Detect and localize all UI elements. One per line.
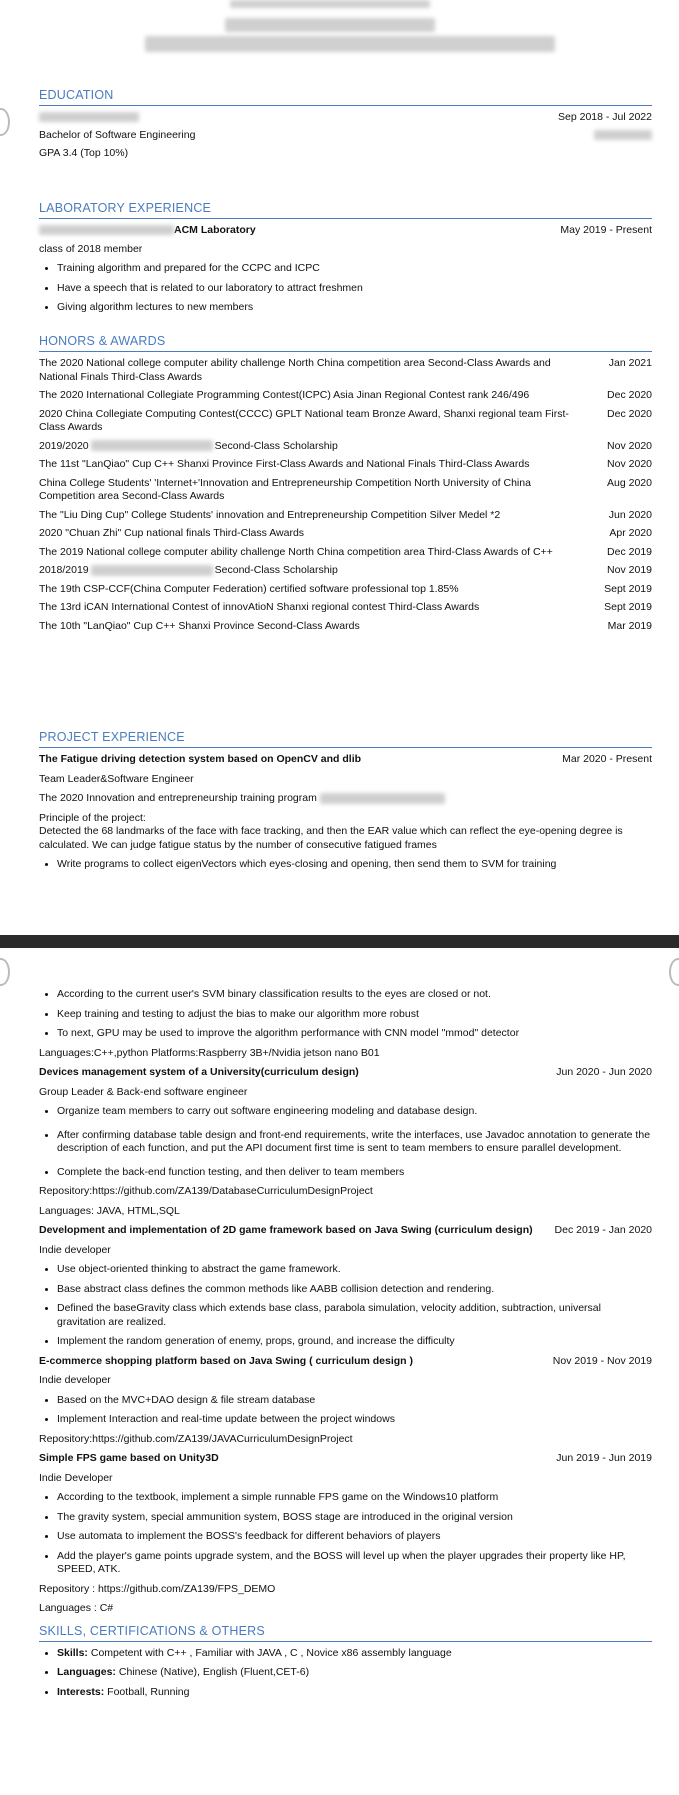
honors-section [39,334,652,638]
project-bullets [39,1491,652,1577]
lab-name: ACM Laboratory [174,224,256,236]
projects-continued [39,988,652,1705]
section-title-education: EDUCATION [39,88,652,106]
project-bullets [39,858,652,872]
section-title-honors: HONORS & AWARDS [39,334,652,352]
binder-clip-left [0,108,10,136]
list-item: • Use automata to implement the BOSS's feedback for different behaviors of players [57,1530,652,1544]
project-dates: Dec 2019 - Jan 2020 [554,1224,652,1236]
university-redacted [39,225,174,235]
list-item: • According to the current user's SVM binary classification results to the eyes are closed or not. [57,988,652,1002]
section-title-lab: LABORATORY EXPERIENCE [39,201,652,219]
honor-row: 2020 China Collegiate Computing Contest(CCCC) GPLT National team Bronze Award, Shanxi regional team First-Class Awards Dec 2020 [39,407,652,433]
principle-text: Detected the 68 landmarks of the face with face tracking, and then the EAR value which can reflect the eye-opening degree is calculated. We can judge fatigue status by the number of consecutive fatigued frames [39,825,623,851]
list-item: • After confirming database table design and front-end requirements, write the interfaces, use Javadoc annotation to generate the description of each function, and put the API document first time is sent to team members to ensure parallel development. [57,1129,652,1156]
project-dates: Mar 2020 - Present [562,753,652,765]
honor-row: 2020 "Chuan Zhi" Cup national finals Third-Class Awards Apr 2020 [39,527,652,539]
lab-subtitle: class of 2018 member [39,242,143,255]
list-item: • Defined the baseGravity class which extends base class, parabola simulation, velocity addition, subtraction, universal gravitation are realized. [57,1302,652,1329]
binder-clip-left [0,958,10,986]
project-name: Development and implementation of 2D game framework based on Java Swing (curriculum design) [39,1224,533,1236]
education-dates: Sep 2018 - Jul 2022 [558,111,652,123]
honor-row: The 2020 International Collegiate Programming Contest(ICPC) Asia Jinan Regional Contest rank 246/496 Dec 2020 [39,389,652,401]
project-bullets [39,1263,652,1349]
project-repo: Repository:https://github.com/ZA139/JAVACurriculumDesignProject [39,1432,353,1445]
project-program: The 2020 Innovation and entrepreneurship training program [39,792,652,806]
project-header [39,1452,652,1466]
school-redacted [39,112,139,122]
binder-clip-right [669,958,679,986]
skill-item: • Languages: Chinese (Native), English (Fluent,CET-6) [57,1666,652,1680]
list-item: • Write programs to collect eigenVectors which eyes-closing and opening, then send them to SVM for training [57,858,652,872]
project-languages: Languages:C++,python Platforms:Raspberry 3B+/Nvidia jetson nano B01 [39,1046,380,1059]
project-header [39,753,652,767]
principle-label: Principle of the project: [39,811,146,824]
project-bullets [39,1105,652,1179]
project-name: E-commerce shopping platform based on Java Swing ( curriculum design ) [39,1354,413,1367]
skill-item: • Skills: Competent with C++ , Familiar with JAVA , C , Novice x86 assembly language [57,1647,652,1661]
list-item: • The gravity system, special ammunition system, BOSS stage are introduced in the original version [57,1511,652,1525]
header-redacted [225,18,435,32]
name-redacted [230,0,430,8]
education-row [39,111,652,125]
list-item: • To next, GPU may be used to improve the algorithm performance with CNN model "mmod" detector [57,1027,652,1041]
contact-redacted [145,36,555,52]
education-section [39,88,652,167]
education-degree: Bachelor of Software Engineering [39,128,196,141]
project-repo: Repository:https://github.com/ZA139/DatabaseCurriculumDesignProject [39,1185,373,1197]
lab-section [39,201,652,321]
skill-item: • Interests: Football, Running [57,1686,652,1700]
list-item: • Add the player's game points upgrade system, and the BOSS will level up when the player upgrades their property like HP, SPEED, ATK. [57,1550,652,1577]
honor-row: The "Liu Ding Cup" College Students' innovation and Entrepreneurship Competition Silver Medel *2 Jun 2020 [39,508,652,521]
honor-row: 2019/2020 Second-Class Scholarship Nov 2020 [39,439,652,452]
list-item: • Keep training and testing to adjust the bias to make our algorithm more robust [57,1008,652,1022]
project-bullets [39,988,652,1041]
location-redacted [594,130,652,140]
program-redacted [320,793,445,804]
project-repo: Repository : https://github.com/ZA139/FPS_DEMO [39,1582,276,1595]
project-dates: Nov 2019 - Nov 2019 [552,1354,652,1367]
list-item: • Have a speech that is related to our laboratory to attract freshmen [57,282,652,296]
project-role: Group Leader & Back-end software engineer [39,1085,248,1098]
section-title-projects: PROJECT EXPERIENCE [39,730,652,748]
project-role: Team Leader&Software Engineer [39,772,194,785]
project-header [39,1355,652,1369]
scholarship-redacted [91,440,213,451]
honor-row: The 2020 National college computer ability challenge North China competition area Second-Class Awards and National Finals Third-Class Awards Jan 2021 [39,357,652,383]
list-item: • Training algorithm and prepared for the CCPC and ICPC [57,262,652,276]
list-item: • Complete the back-end function testing, and then deliver to team members [57,1166,652,1180]
project-languages: Languages : C# [39,1602,114,1614]
project-role: Indie developer [39,1243,111,1256]
resume-page-2 [0,948,679,1795]
honor-row: China College Students' 'Internet+'Innovation and Entrepreneurship Competition North University of China Competition area Second-Class Awards Aug 2020 [39,476,652,502]
honor-row: The 11st "LanQiao" Cup C++ Shanxi Province First-Class Awards and National Finals Third-Class Awards Nov 2020 [39,458,652,470]
page-separator [0,935,679,948]
lab-dates: May 2019 - Present [560,224,652,236]
list-item: • According to the textbook, implement a simple runnable FPS game on the Windows10 platform [57,1491,652,1505]
honor-row: The 19th CSP-CCF(China Computer Federation) certified software professional top 1.85% Sept 2019 [39,582,652,595]
honor-row: The 13rd iCAN International Contest of innovAtioN Shanxi regional contest Third-Class Awards Sept 2019 [39,601,652,613]
project-languages: Languages: JAVA, HTML,SQL [39,1204,180,1217]
list-item: • Giving algorithm lectures to new members [57,301,652,315]
degree-row [39,129,652,143]
list-item: • Use object-oriented thinking to abstract the game framework. [57,1263,652,1277]
honor-row: 2018/2019 Second-Class Scholarship Nov 2019 [39,564,652,576]
lab-bullets [39,262,652,315]
education-gpa: GPA 3.4 (Top 10%) [39,147,129,159]
skills-list [39,1647,652,1700]
honor-row: The 2019 National college computer ability challenge North China competition area Third-Class Awards of C++ Dec 2019 [39,545,652,558]
project-dates: Jun 2019 - Jun 2019 [556,1452,652,1464]
project-role: Indie Developer [39,1471,113,1484]
skills-section [39,1624,652,1700]
projects-section [39,730,652,878]
list-item: • Implement Interaction and real-time update between the project windows [57,1413,652,1427]
project-header [39,1224,652,1238]
list-item: • Base abstract class defines the common methods like AABB collision detection and rendering. [57,1283,652,1297]
project-bullets [39,1394,652,1427]
project-name: Simple FPS game based on Unity3D [39,1452,219,1464]
project-name: The Fatigue driving detection system based on OpenCV and dlib [39,753,362,765]
project-name: Devices management system of a University(curriculum design) [39,1066,359,1078]
project-role: Indie developer [39,1374,111,1386]
scholarship-redacted [91,565,213,576]
project-header [39,1066,652,1080]
list-item: • Organize team members to carry out software engineering modeling and database design. [57,1105,652,1119]
section-title-skills: SKILLS, CERTIFICATIONS & OTHERS [39,1624,652,1642]
honor-row: The 10th "LanQiao" Cup C++ Shanxi Province Second-Class Awards Mar 2019 [39,619,652,632]
list-item: • Based on the MVC+DAO design & file stream database [57,1394,652,1408]
list-item: • Implement the random generation of enemy, props, ground, and increase the difficulty [57,1335,652,1349]
lab-row [39,224,652,238]
project-dates: Jun 2020 - Jun 2020 [556,1066,652,1078]
